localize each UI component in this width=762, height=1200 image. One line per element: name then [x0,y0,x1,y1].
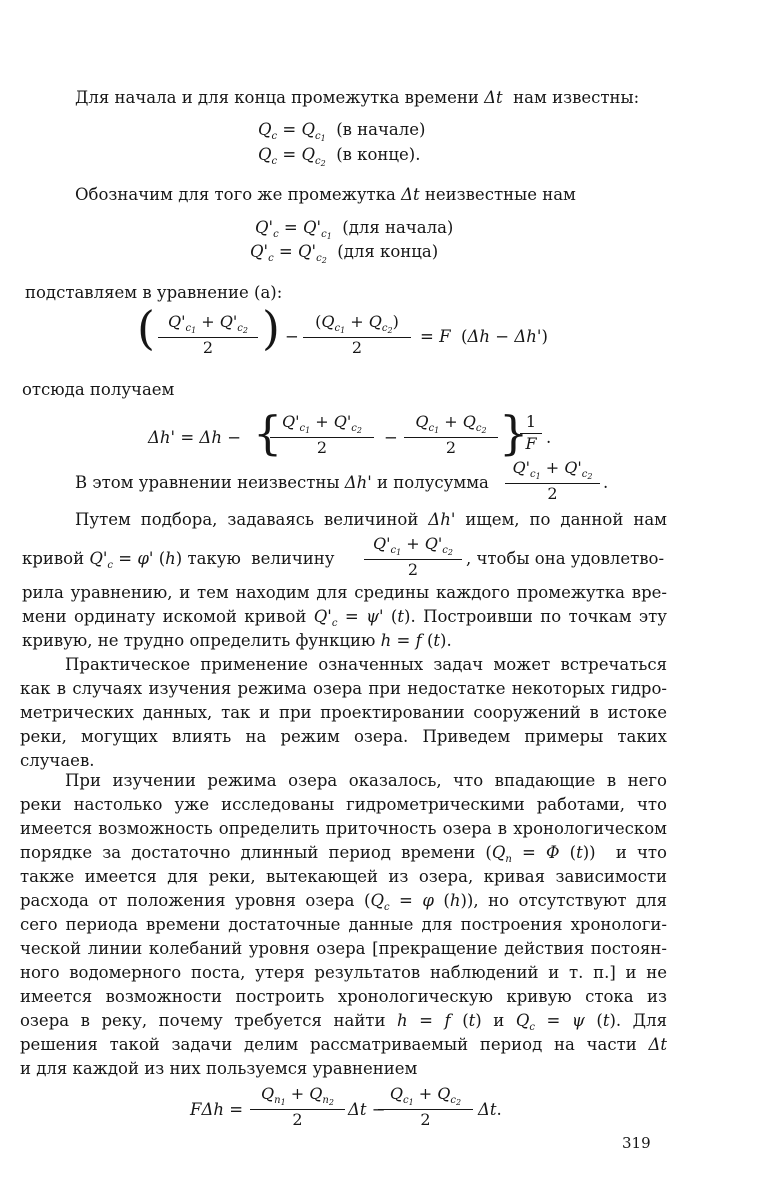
intro-line: Для начала и для конца промежутка времени Δt нам известны: [75,88,640,107]
book-page: Для начала и для конца промежутка времени Δt нам известны: $Q_c = Q_{c_1}$ (в начале) $Q_c = Q_{c_2}$ (в конце). Обозначим для того же промежутка Δt неизвестные нам $Q'_c = Q'_{c_1}$ (для начала) $Q'_c = Q'_{c_2}$ (для конца) подставляем в уравнение (а): ( $Q'_{c_1} + Q'_{c_2}$ 2 ) − $(Q_{c_1} + Q_{c_2})$ 2 = F (Δh − Δh') отсюда получаем Δh' = Δh − { $Q'_{c_1} + Q'_{c_2}$ 2 − $Q_{c_1} + Q_{c_2}$ 2 } 1 F . В этом уравнении неизвестны Δh' и полусумма $Q'_{c_1} + Q'_{c_2}$ 2 . Путем подбора, задаваясь величиной Δh' ищем, по данной нам кривой $Q'_c = \varphi'$ (h) такую величину $Q'_{c_1} + Q'_{c_2}$ 2 , чтобы она удовлетво- рила уравнению, и тем находим для средины каждого промежутка вре- мени ординату искомой кривой $Q'_c = \psi'$ (t). Построивши по точкам эту кривую, не трудно определить функцию h = f (t). Практическое применение означенных задач может встречаться как в случаях изучения режима озера при недостатке некоторых гидро- метрических данных, так и при проектировании сооружений в истоке реки, могущих влиять на режим озера. Приведем примеры таких случаев. При изучении режима озера оказалось, что впадающие в него реки настолько уже исследованы гидрометрическими работами, что имеется возможность определить приточность озера в хронологическом порядке за достаточно длинный период времени ($Q_n = \Phi$ (t)) и что также имеется для реки, вытекающей из озера, кривая зависимости расхода от положения уровня озера ($Q_c = \varphi$ (h)), но отсутствуют для сего периода времени достаточные данные для построения хронологи- ческой линии колебаний уровня озера [прекращение действия постоян- ного водомерного поста, утеря результатов наблюдений и т. п.] и не имеется возможности построить хронологическую кривую стока из озера в реку, почему требуется найти h = f (t) и $Q_c = \psi$ (t). Для решения такой задачи делим рассматриваемый период на части Δt и для каждой из них пользуемся уравнением FΔh = $Q_{n_1} + Q_{n_2}$ 2 Δt − $Q_{c_1} + Q_{c_2}$ 2 Δt. 319 [0,0,762,1200]
equation-qc-start: $Q_c = Q_{c_1}$ (в начале) [258,120,426,143]
equation-qprime-start: $Q'_c = Q'_{c_1}$ (для начала) [255,218,454,241]
equation-qc-end: $Q_c = Q_{c_2}$ (в конце). [258,145,421,168]
unknowns-line: Обозначим для того же промежутка Δt неизвестные нам [75,185,576,204]
substitute-line: подставляем в уравнение (а): [25,283,283,302]
hence-line: отсюда получаем [22,380,175,399]
equation-qprime-end: $Q'_c = Q'_{c_2}$ (для конца) [250,242,439,265]
page-number: 319 [622,1134,651,1152]
